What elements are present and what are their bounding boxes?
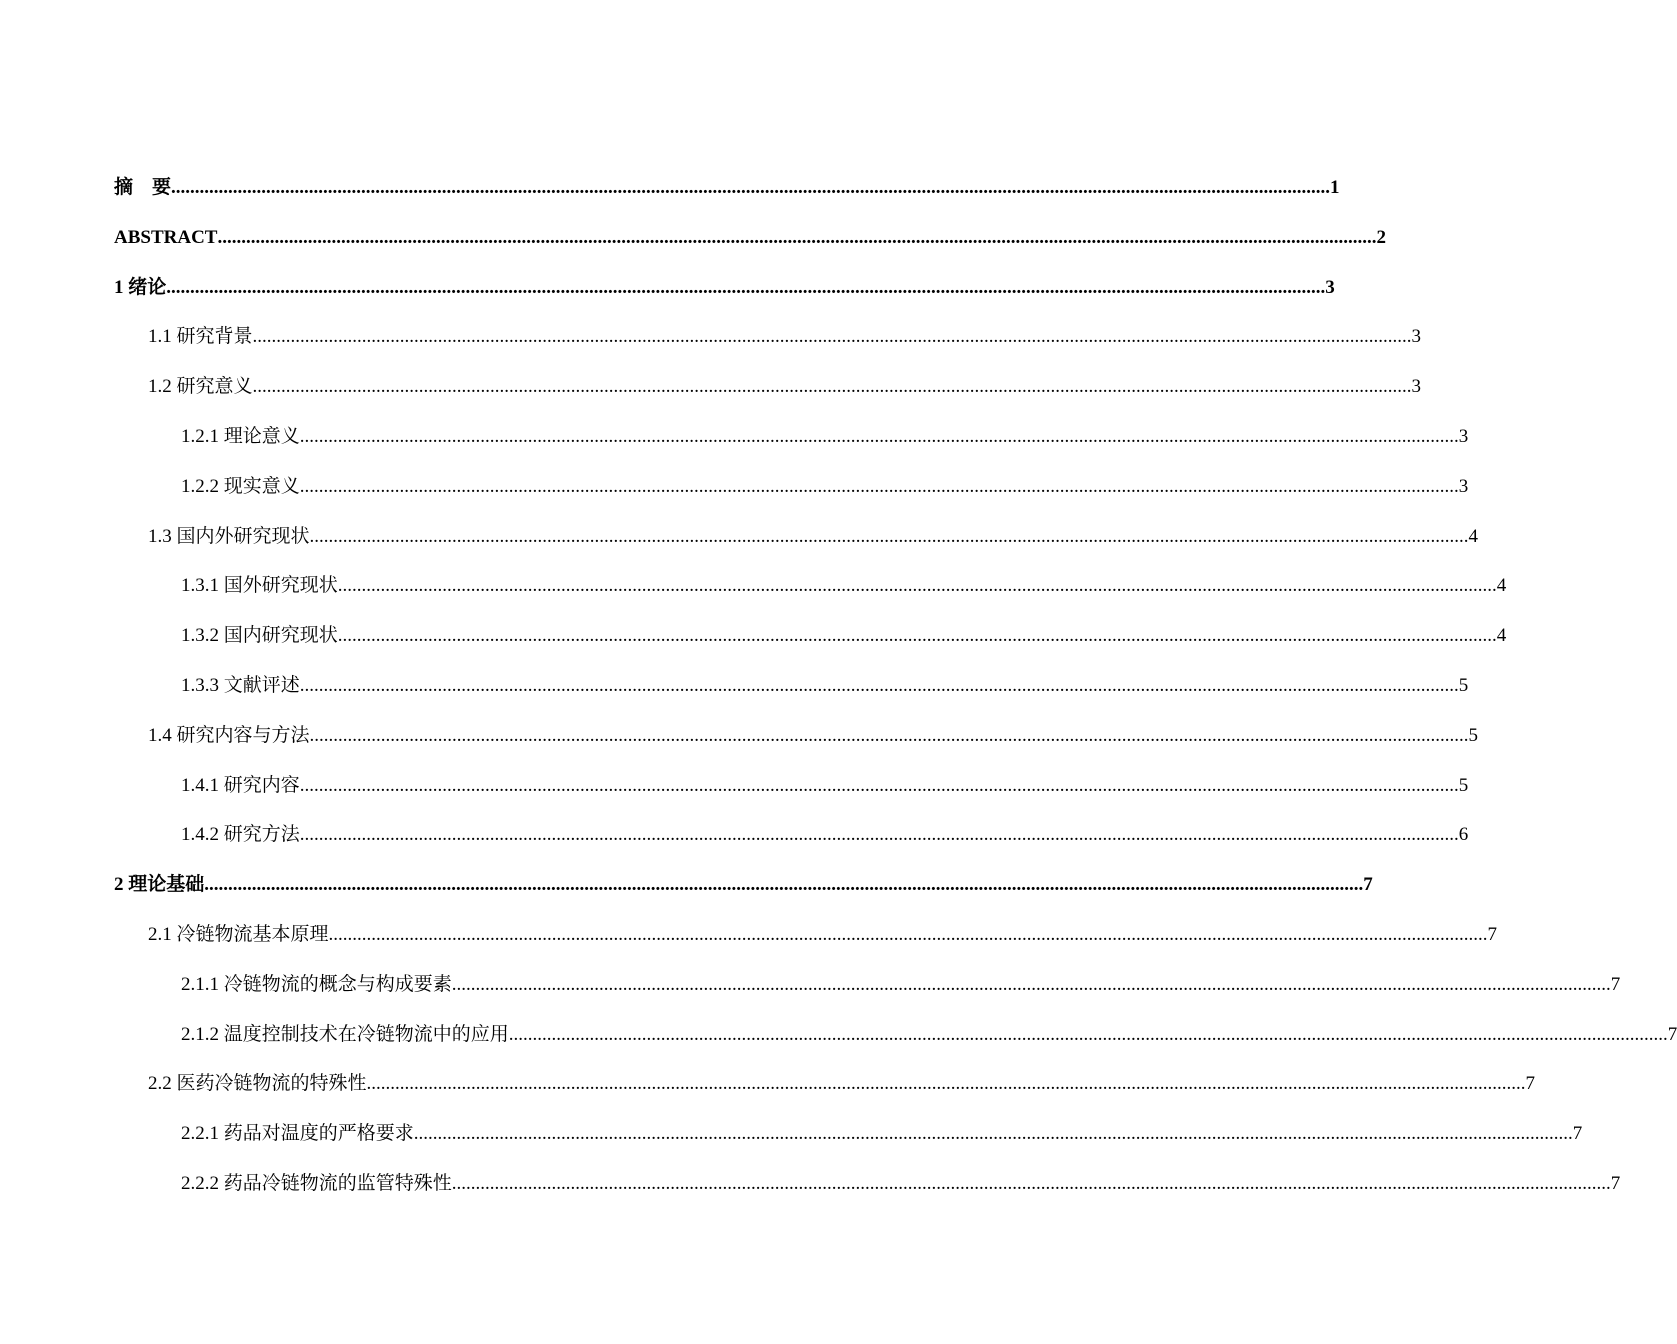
toc-dot-leader: ....................................................................................................................................................................................................................................................: [171, 177, 1331, 198]
toc-entry-title: 1.3.1 国外研究现状: [181, 575, 338, 597]
toc-entry-title: 1.2.2 现实意义: [181, 475, 300, 497]
toc-entry-2-2[interactable]: [0, 1071, 1536, 1121]
toc-dot-leader: ....................................................................................................................................................................................................................................................: [337, 575, 1497, 597]
toc-page-number: 2: [1376, 226, 1386, 248]
toc-dot-leader: ....................................................................................................................................................................................................................................................: [451, 1172, 1611, 1194]
toc-entry-1-3-3[interactable]: [0, 673, 1469, 723]
toc-dot-leader: ....................................................................................................................................................................................................................................................: [299, 425, 1459, 447]
toc-page-number: 5: [1458, 774, 1469, 796]
toc-dot-leader: ....................................................................................................................................................................................................................................................: [299, 475, 1459, 497]
toc-dot-leader: ....................................................................................................................................................................................................................................................: [252, 326, 1412, 348]
toc-entry-1-2[interactable]: [0, 374, 1422, 424]
toc-page-number: 3: [1411, 376, 1422, 398]
toc-entry-2-1-2[interactable]: [0, 1022, 1677, 1072]
toc-dot-leader: ....................................................................................................................................................................................................................................................: [328, 923, 1488, 945]
toc-entry-title: 1.3.3 文献评述: [181, 674, 300, 696]
toc-entry-1-4-1[interactable]: [0, 773, 1469, 823]
toc-dot-leader: ....................................................................................................................................................................................................................................................: [299, 824, 1459, 846]
toc-entry-title: 2.1.2 温度控制技术在冷链物流中的应用: [181, 1023, 509, 1045]
toc-dot-leader: ....................................................................................................................................................................................................................................................: [451, 973, 1611, 995]
toc-dot-leader: ....................................................................................................................................................................................................................................................: [217, 226, 1377, 248]
toc-entry-title: 1 绪论: [114, 276, 167, 298]
toc-entry-title: 1.4 研究内容与方法: [148, 724, 310, 746]
toc-entry-abstract-en[interactable]: [0, 225, 1386, 275]
toc-page-number: 3: [1458, 425, 1469, 447]
toc-dot-leader: ....................................................................................................................................................................................................................................................: [508, 1023, 1668, 1045]
toc-page-number: 4: [1496, 575, 1507, 597]
toc-entry-1-4-2[interactable]: [0, 822, 1469, 872]
toc-entry-chapter-2[interactable]: [0, 872, 1373, 922]
toc-entry-title: ABSTRACT: [114, 226, 218, 248]
toc-dot-leader: ....................................................................................................................................................................................................................................................: [166, 276, 1326, 298]
toc-entry-title: 1.3.2 国内研究现状: [181, 625, 338, 647]
toc-entry-2-2-2[interactable]: [0, 1171, 1621, 1221]
toc-entry-2-1[interactable]: [0, 922, 1498, 972]
toc-entry-2-2-1[interactable]: [0, 1121, 1583, 1171]
toc-dot-leader: ....................................................................................................................................................................................................................................................: [337, 625, 1497, 647]
toc-dot-leader: ....................................................................................................................................................................................................................................................: [366, 1073, 1526, 1095]
toc-page-number: 7: [1525, 1073, 1536, 1095]
toc-entry-title: 2.2 医药冷链物流的特殊性: [148, 1073, 367, 1095]
toc-entry-1-4[interactable]: [0, 723, 1479, 773]
toc-entry-1-2-1[interactable]: [0, 424, 1469, 474]
toc-page-number: 6: [1458, 824, 1469, 846]
toc-page-number: 7: [1363, 874, 1373, 896]
toc-dot-leader: ....................................................................................................................................................................................................................................................: [299, 674, 1459, 696]
toc-entry-1-2-2[interactable]: [0, 474, 1469, 524]
toc-page-number: 5: [1458, 674, 1469, 696]
toc-entry-title: 1.2 研究意义: [148, 376, 253, 398]
toc-entry-title: 1.2.1 理论意义: [181, 425, 300, 447]
toc-entry-2-1-1[interactable]: [0, 972, 1621, 1022]
toc-entry-1-3[interactable]: [0, 524, 1479, 574]
toc-entry-title: 1.3 国内外研究现状: [148, 525, 310, 547]
toc-page-number: 7: [1487, 923, 1498, 945]
toc-entry-1-3-1[interactable]: [0, 573, 1507, 623]
toc-dot-leader: ....................................................................................................................................................................................................................................................: [309, 525, 1469, 547]
toc-entry-title: 1.1 研究背景: [148, 326, 253, 348]
toc-page-number: 7: [1610, 1172, 1621, 1194]
toc-page-number: 5: [1468, 724, 1479, 746]
toc-entry-1-3-2[interactable]: [0, 623, 1507, 673]
toc-dot-leader: ....................................................................................................................................................................................................................................................: [204, 874, 1364, 896]
toc-dot-leader: ....................................................................................................................................................................................................................................................: [309, 724, 1469, 746]
toc-page-number: 7: [1572, 1123, 1583, 1145]
toc-entry-title: 2.1.1 冷链物流的概念与构成要素: [181, 973, 452, 995]
toc-entry-1-1[interactable]: [0, 324, 1422, 374]
toc-entry-title: 2.2.1 药品对温度的严格要求: [181, 1123, 414, 1145]
toc-entry-title: 2 理论基础: [114, 874, 205, 896]
toc-page-number: 4: [1496, 625, 1507, 647]
toc-page-number: 7: [1610, 973, 1621, 995]
toc-dot-leader: ....................................................................................................................................................................................................................................................: [252, 376, 1412, 398]
toc-entry-chapter-1[interactable]: [0, 275, 1335, 325]
toc-entry-title: 2.1 冷链物流基本原理: [148, 923, 329, 945]
toc-entry-title: 1.4.1 研究内容: [181, 774, 300, 796]
toc-entry-title: 摘 要: [114, 177, 172, 198]
toc-page-number: 3: [1411, 326, 1422, 348]
toc-dot-leader: ....................................................................................................................................................................................................................................................: [299, 774, 1459, 796]
toc-page-number: 1: [1330, 177, 1340, 198]
toc-dot-leader: ....................................................................................................................................................................................................................................................: [413, 1123, 1573, 1145]
toc-page-number: 3: [1325, 276, 1335, 298]
table-of-contents: [0, 175, 1677, 1221]
toc-page-number: 7: [1667, 1023, 1677, 1045]
toc-page-number: 4: [1468, 525, 1479, 547]
toc-entry-title: 2.2.2 药品冷链物流的监管特殊性: [181, 1172, 452, 1194]
toc-page-number: 3: [1458, 475, 1469, 497]
toc-entry-title: 1.4.2 研究方法: [181, 824, 300, 846]
toc-entry-abstract-cn[interactable]: [0, 175, 1340, 225]
